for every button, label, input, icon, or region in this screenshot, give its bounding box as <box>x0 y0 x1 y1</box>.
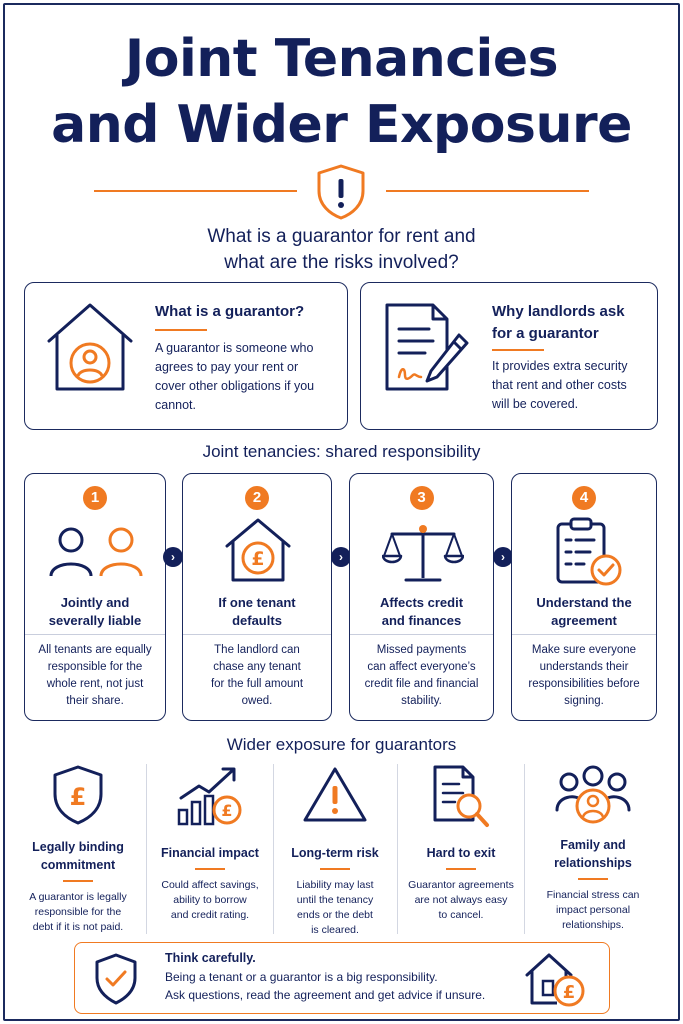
column-separator <box>524 764 525 934</box>
exposure-rule <box>195 868 225 870</box>
exposure-heading-line: Financial impact <box>161 846 259 860</box>
step-text-line: Make sure everyone <box>531 644 637 656</box>
callout-text-line: Ask questions, read the agreement and get advice if unsure. <box>165 988 486 1002</box>
step-text-line: The landlord can <box>214 644 300 656</box>
card-heading <box>492 301 625 345</box>
step-text-line: owed. <box>241 695 273 707</box>
step-text-line: stability. <box>401 695 442 707</box>
card-text-line: A guarantor is someone who <box>155 341 314 355</box>
house-pound-icon <box>523 949 587 1009</box>
exposure-text-line: debt if it is not paid. <box>32 921 124 933</box>
step-text-line: can affect everyone’s <box>367 661 476 673</box>
exposure-hard-to-exit <box>399 764 523 923</box>
step-card-2 <box>182 473 332 721</box>
title-rule-right <box>386 190 589 192</box>
step-heading <box>29 594 161 630</box>
card-text-line: cannot. <box>155 398 197 412</box>
step-heading-line: and finances <box>381 613 462 628</box>
exposure-text <box>275 878 395 938</box>
svg-text:£: £ <box>69 783 87 811</box>
step-heading <box>187 594 327 630</box>
step-card-4 <box>511 473 657 721</box>
subtitle-line-1: What is a guarantor for rent and <box>207 226 476 247</box>
exposure-heading <box>275 844 395 862</box>
two-people-icon <box>45 524 147 580</box>
card-text <box>155 339 345 415</box>
exposure-heading-line: relationships <box>554 856 632 870</box>
exposure-text-line: and credit rating. <box>170 909 250 921</box>
column-separator <box>273 764 274 934</box>
callout-text-line: Being a tenant or a guarantor is a big responsibility. <box>165 970 438 984</box>
card-why-landlords-ask <box>360 282 658 430</box>
step-text-line: responsibilities before <box>528 678 640 690</box>
card-heading: What is a guarantor? <box>155 303 305 320</box>
step-divider <box>350 634 493 635</box>
exposure-text-line: to cancel. <box>438 909 484 921</box>
step-text <box>189 642 325 710</box>
step-heading-line: Affects credit <box>379 595 464 610</box>
card-rule <box>492 349 544 351</box>
step-divider <box>183 634 331 635</box>
step-divider <box>25 634 165 635</box>
exposure-rule <box>320 868 350 870</box>
warning-icon <box>301 764 369 826</box>
exposure-text <box>14 890 142 935</box>
card-text-line: that rent and other costs <box>492 378 627 392</box>
card-rule <box>155 329 207 331</box>
exposure-text-line: Liability may last <box>296 879 374 891</box>
step-text-line: understands their <box>539 661 629 673</box>
exposure-section-heading: Wider exposure for guarantors <box>226 735 457 754</box>
joint-section-heading: Joint tenancies: shared responsibility <box>202 442 481 461</box>
exposure-heading-line: Legally binding <box>32 840 124 854</box>
exposure-text-line: Could affect savings, <box>161 879 259 891</box>
exposure-heading <box>526 836 660 872</box>
step-number-badge: 1 <box>83 486 107 510</box>
title-rule-left <box>94 190 297 192</box>
step-heading-line: severally liable <box>48 613 142 628</box>
exposure-text-line: responsible for the <box>34 906 122 918</box>
exposure-heading-line: commitment <box>40 858 116 872</box>
callout-text <box>165 968 515 1004</box>
card-heading-line: for a guarantor <box>492 325 599 342</box>
exposure-heading <box>399 844 523 862</box>
step-card-3 <box>349 473 494 721</box>
clipboard-check-icon <box>552 516 626 588</box>
step-text-line: signing. <box>564 695 604 707</box>
exposure-text-line: is cleared. <box>311 924 359 936</box>
page-title <box>0 26 683 158</box>
shield-pound-icon <box>51 764 105 826</box>
exposure-heading <box>148 844 272 862</box>
think-carefully-callout <box>74 942 610 1014</box>
step-heading-line: agreement <box>551 613 617 628</box>
exposure-long-term-risk <box>275 764 395 938</box>
card-text <box>492 357 652 414</box>
chevron-right-icon: › <box>331 547 351 567</box>
title-line-2: and Wider Exposure <box>51 95 632 155</box>
exposure-heading <box>14 838 142 874</box>
chart-pound-icon <box>175 764 245 828</box>
document-pen-icon <box>381 301 475 395</box>
svg-text:£: £ <box>221 801 233 820</box>
exposure-text-line: relationships. <box>562 919 624 931</box>
step-card-1 <box>24 473 166 721</box>
svg-text:£: £ <box>251 548 265 570</box>
exposure-rule <box>578 878 608 880</box>
column-separator <box>146 764 147 934</box>
scales-icon <box>382 522 464 586</box>
shield-check-icon <box>93 952 139 1006</box>
exposure-text <box>526 888 660 933</box>
card-what-is-guarantor <box>24 282 348 430</box>
step-number-badge: 2 <box>245 486 269 510</box>
exposure-rule <box>446 868 476 870</box>
step-divider <box>512 634 656 635</box>
card-text-line: cover other obligations if you <box>155 379 315 393</box>
card-text-line: It provides extra security <box>492 359 628 373</box>
step-heading-line: Understand the <box>536 595 632 610</box>
step-heading <box>354 594 489 630</box>
step-text <box>518 642 650 710</box>
card-text-line: will be covered. <box>492 397 579 411</box>
exposure-text-line: ends or the debt <box>297 909 373 921</box>
card-text-line: agrees to pay your rent or <box>155 360 299 374</box>
step-text-line: for the full amount <box>210 678 304 690</box>
house-person-icon <box>43 301 137 393</box>
shield-alert-icon <box>315 163 367 221</box>
exposure-text-line: A guarantor is legally <box>29 891 127 903</box>
chevron-right-icon: › <box>163 547 183 567</box>
step-text-line: credit file and financial <box>364 678 479 690</box>
exposure-legally-binding <box>14 764 142 935</box>
chevron-right-icon: › <box>493 547 513 567</box>
exposure-financial-impact <box>148 764 272 923</box>
column-separator <box>397 764 398 934</box>
step-number-badge: 4 <box>572 486 596 510</box>
step-heading-line: defaults <box>232 613 282 628</box>
step-text-line: chase any tenant <box>213 661 301 673</box>
title-line-1: Joint Tenancies <box>124 29 559 89</box>
subtitle-line-2: what are the risks involved? <box>224 252 459 273</box>
step-heading-line: If one tenant <box>218 595 296 610</box>
house-pound-icon <box>223 516 293 584</box>
document-search-icon <box>429 764 493 830</box>
step-heading-line: Jointly and <box>60 595 130 610</box>
step-heading <box>516 594 652 630</box>
exposure-text <box>399 878 523 923</box>
step-text-line: responsible for the <box>47 661 143 673</box>
step-text-line: their share. <box>66 695 124 707</box>
exposure-heading-line: Long-term risk <box>291 846 379 860</box>
exposure-text-line: until the tenancy <box>296 894 374 906</box>
exposure-text-line: ability to borrow <box>173 894 247 906</box>
exposure-heading-line: Family and <box>560 838 626 852</box>
exposure-text-line: Financial stress can <box>546 889 640 901</box>
step-text-line: All tenants are equally <box>38 644 152 656</box>
svg-text:£: £ <box>562 982 576 1003</box>
callout-heading: Think carefully. <box>165 951 256 965</box>
exposure-text-line: Guarantor agreements <box>408 879 514 891</box>
step-number-badge: 3 <box>410 486 434 510</box>
exposure-rule <box>63 880 93 882</box>
step-text <box>31 642 159 710</box>
card-heading-line: Why landlords ask <box>492 303 625 320</box>
step-text-line: Missed payments <box>376 644 467 656</box>
exposure-family-relationships <box>526 764 660 933</box>
family-icon <box>554 764 632 826</box>
exposure-text-line: are not always easy <box>414 894 508 906</box>
step-text-line: whole rent, not just <box>46 678 144 690</box>
step-text <box>356 642 487 710</box>
exposure-text-line: impact personal <box>555 904 631 916</box>
exposure-text <box>148 878 272 923</box>
exposure-heading-line: Hard to exit <box>426 846 496 860</box>
subtitle <box>0 224 683 276</box>
